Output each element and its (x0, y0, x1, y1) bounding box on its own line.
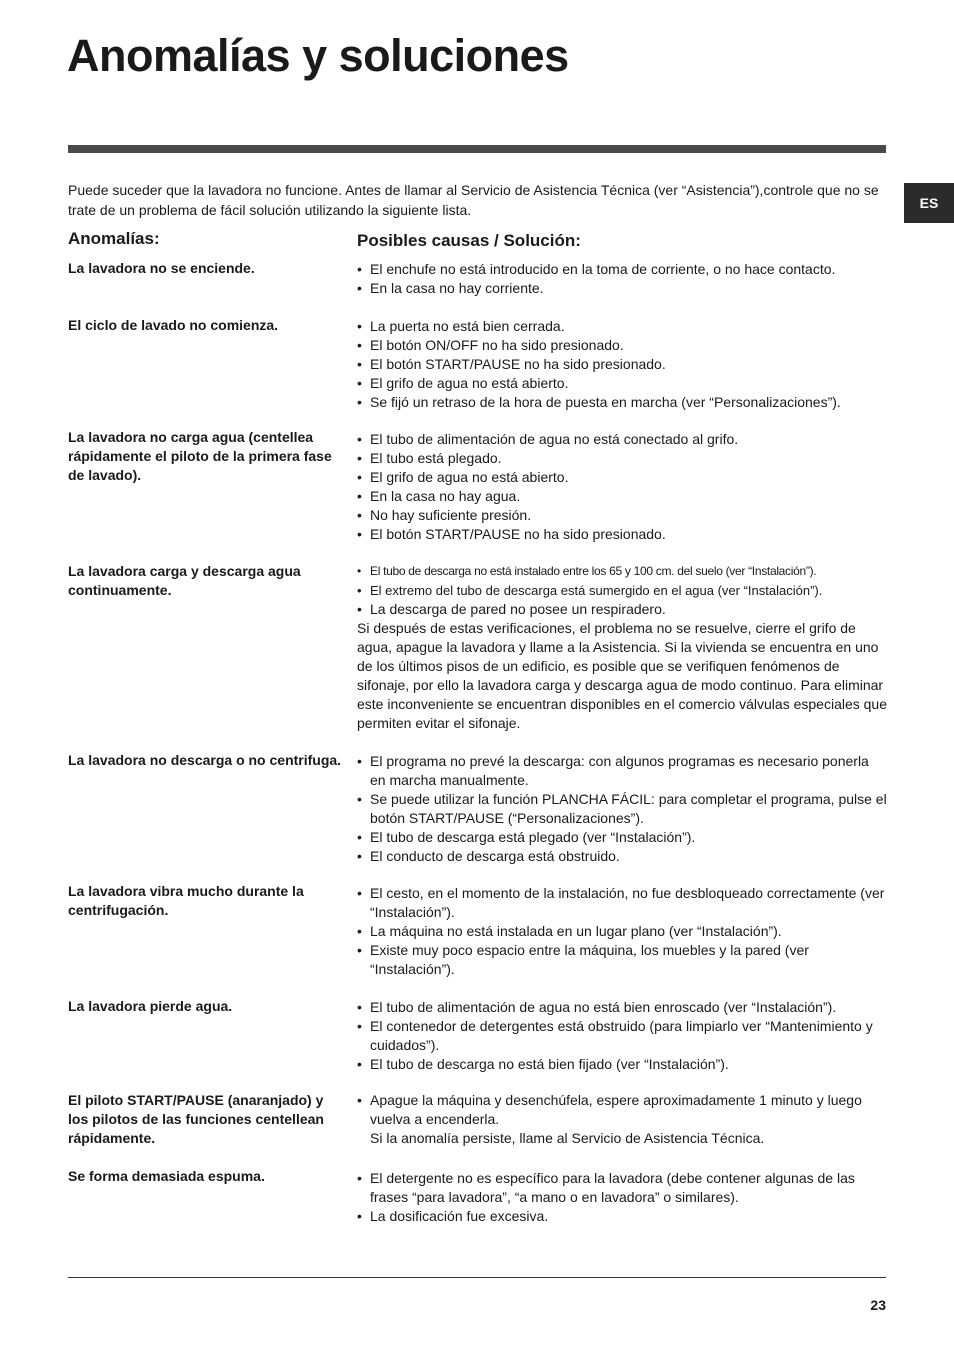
solution-item: • Existe muy poco espacio entre la máquina, los muebles y la pared (ver “Instalación”). (357, 941, 887, 979)
anomaly-title: La lavadora pierde agua. (68, 998, 233, 1014)
solution-item: • El enchufe no está introducido en la toma de corriente, o no hace contacto. (357, 260, 887, 279)
causes-heading: Posibles causas / Solución: (357, 231, 581, 250)
anomaly-title: La lavadora vibra mucho durante la centrifugación. (68, 883, 304, 918)
solution-item: • El extremo del tubo de descarga está sumergido en el agua (ver “Instalación”). (357, 581, 887, 600)
solution-item: • La descarga de pared no posee un respiradero. (357, 600, 887, 619)
solution-item: • El tubo de alimentación de agua no está conectado al grifo. (357, 430, 887, 449)
solution-item: • El tubo de alimentación de agua no está bien enroscado (ver “Instalación”). (357, 998, 887, 1017)
language-tab: ES (904, 183, 954, 223)
solution-item: • Se fijó un retraso de la hora de puesta en marcha (ver “Personalizaciones”). (357, 393, 887, 412)
page-number: 23 (870, 1297, 886, 1313)
solution-list (357, 562, 887, 733)
solution-item: • El tubo de descarga no está instalado entre los 65 y 100 cm. del suelo (ver “Instalación”). (357, 562, 887, 581)
solution-item: • El tubo está plegado. (357, 449, 887, 468)
solution-item: • El grifo de agua no está abierto. (357, 468, 887, 487)
solution-item: • El contenedor de detergentes está obstruido (para limpiarlo ver “Mantenimiento y cuidados”). (357, 1017, 887, 1055)
solution-item: • El tubo de descarga está plegado (ver “Instalación”). (357, 828, 887, 847)
bottom-divider (68, 1277, 886, 1278)
solution-item: • El conducto de descarga está obstruido. (357, 847, 887, 866)
solution-item: • El botón ON/OFF no ha sido presionado. (357, 336, 887, 355)
solution-list (357, 1091, 887, 1148)
solution-item: • En la casa no hay agua. (357, 487, 887, 506)
solution-item: • No hay suficiente presión. (357, 506, 887, 525)
solution-note: Si después de estas verificaciones, el problema no se resuelve, cierre el grifo de agua, apague la lavadora y llame a la Asistencia. Si la vivienda se encuentra en uno de los últimos pisos de un edificio, es posible que se verifiquen fenómenos de sifonaje, por ello la lavadora carga y descarga agua de modo continuo. Para eliminar este inconveniente se encuentran disponibles en el comercio válvulas especiales que permiten evitar el sifonaje. (357, 620, 887, 731)
solution-item: • La máquina no está instalada en un lugar plano (ver “Instalación”). (357, 922, 887, 941)
page-title: Anomalías y soluciones (67, 30, 569, 81)
anomaly-title: Se forma demasiada espuma. (68, 1168, 265, 1184)
solution-list (357, 998, 887, 1074)
solution-item: • La puerta no está bien cerrada. (357, 317, 887, 336)
top-divider (68, 145, 886, 153)
anomaly-title: El piloto START/PAUSE (anaranjado) y los pilotos de las funciones centellean rápidamente. (68, 1092, 324, 1146)
solution-item: • La dosificación fue excesiva. (357, 1207, 887, 1226)
solution-item: • Apague la máquina y desenchúfela, espere aproximadamente 1 minuto y luego vuelva a encenderla. (357, 1091, 887, 1129)
solution-note: Si la anomalía persiste, llame al Servicio de Asistencia Técnica. (370, 1130, 765, 1146)
solution-item: • El grifo de agua no está abierto. (357, 374, 887, 393)
anomaly-title: La lavadora carga y descarga agua continuamente. (68, 563, 301, 598)
solution-list (357, 430, 887, 544)
solution-item: • El botón START/PAUSE no ha sido presionado. (357, 525, 887, 544)
solution-list (357, 260, 887, 298)
solution-item: • El programa no prevé la descarga: con algunos programas es necesario ponerla en marcha manualmente. (357, 752, 887, 790)
solution-item: • El tubo de descarga no está bien fijado (ver “Instalación”). (357, 1055, 887, 1074)
anomaly-title: La lavadora no descarga o no centrifuga. (68, 752, 342, 768)
solution-item: • El detergente no es específico para la lavadora (debe contener algunas de las frases “para lavadora”, “a mano o en lavadora” o similares). (357, 1169, 887, 1207)
solution-item: • El cesto, en el momento de la instalación, no fue desbloqueado correctamente (ver “Instalación”). (357, 884, 887, 922)
solution-list (357, 317, 887, 412)
solution-item: • Se puede utilizar la función PLANCHA FÁCIL: para completar el programa, pulse el botón START/PAUSE (“Personalizaciones”). (357, 790, 887, 828)
solution-list (357, 1169, 887, 1226)
solution-item: • En la casa no hay corriente. (357, 279, 887, 298)
intro-paragraph: Puede suceder que la lavadora no funcione. Antes de llamar al Servicio de Asistencia Técnica (ver “Asistencia”),controle que no se trate de un problema de fácil solución utilizando la siguiente lista. (68, 182, 879, 218)
anomaly-title: La lavadora no carga agua (centellea rápidamente el piloto de la primera fase de lavado). (68, 429, 332, 483)
anomaly-title: La lavadora no se enciende. (68, 260, 255, 276)
solution-item: • El botón START/PAUSE no ha sido presionado. (357, 355, 887, 374)
anomalies-heading: Anomalías: (68, 229, 160, 248)
anomaly-title: El ciclo de lavado no comienza. (68, 317, 279, 333)
solution-list (357, 752, 887, 866)
solution-list (357, 884, 887, 979)
